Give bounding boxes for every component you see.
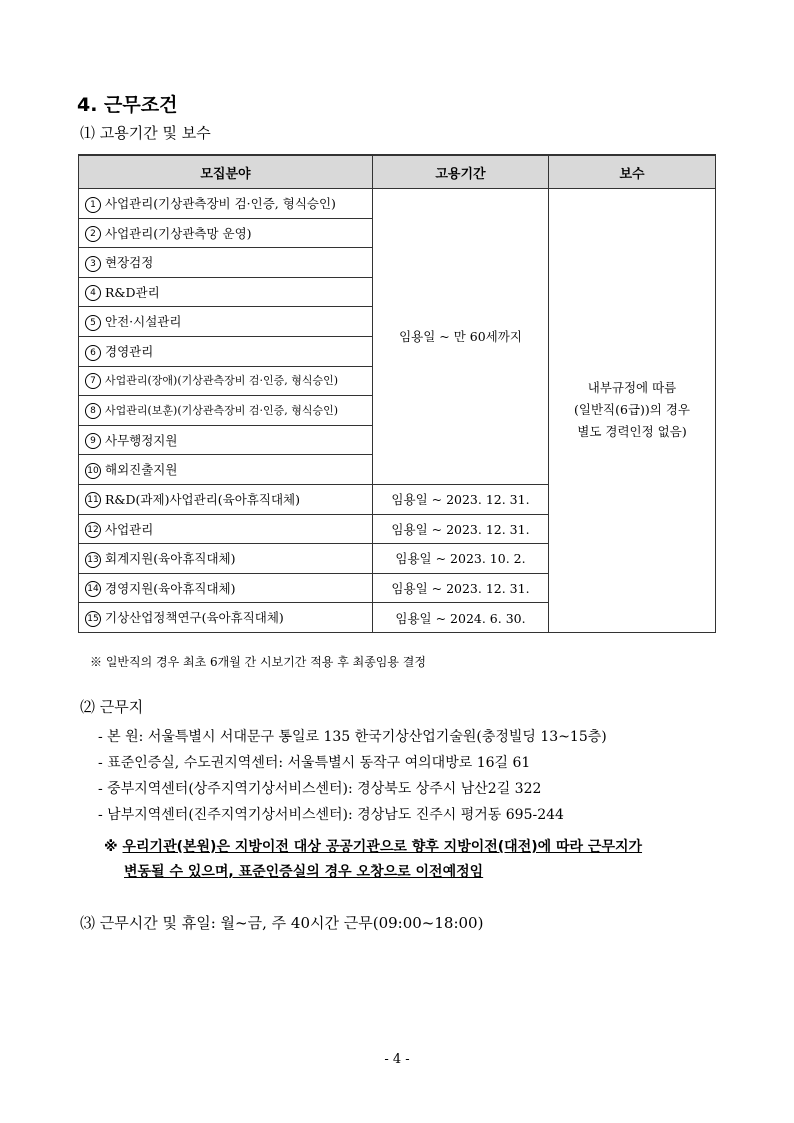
field-label: R&D관리	[105, 284, 160, 300]
period-cell: 임용일 ~ 2023. 12. 31.	[373, 514, 549, 544]
field-label: R&D(과제)사업관리(육아휴직대체)	[105, 491, 300, 507]
table-row	[79, 189, 716, 219]
field-cell	[79, 307, 373, 337]
page-number: - 4 -	[384, 1052, 410, 1067]
row-number: 4	[85, 285, 101, 301]
field-cell	[79, 248, 373, 278]
field-label: 현장검정	[105, 255, 154, 271]
probation-footnote: ※ 일반직의 경우 최초 6개월 간 시보기간 적용 후 최종임용 결정	[90, 655, 426, 669]
field-label: 사업관리(기상관측장비 검·인증, 형식승인)	[105, 196, 336, 212]
notice-line-2: 변동될 수 있으며, 표준인증실의 경우 오창으로 이전예정임	[124, 864, 484, 880]
field-label: 기상산업정책연구(육아휴직대체)	[105, 610, 284, 626]
field-label: 회계지원(육아휴직대체)	[105, 551, 236, 567]
header-pay: 보수	[549, 155, 716, 189]
row-number: 15	[85, 611, 101, 627]
row-number: 10	[85, 463, 101, 479]
row-number: 12	[85, 522, 101, 538]
location-item: - 본 원: 서울특별시 서대문구 통일로 135 한국기상산업기술원(충정빌딩 13~15층)	[98, 729, 607, 745]
field-label: 경영지원(육아휴직대체)	[105, 580, 236, 596]
field-cell	[79, 218, 373, 248]
field-cell	[79, 455, 373, 485]
location-item: - 중부지역센터(상주지역기상서비스센터): 경상북도 상주시 남산2길 322	[98, 781, 542, 797]
row-number: 14	[85, 581, 101, 597]
period-cell: 임용일 ~ 2023. 12. 31.	[373, 484, 549, 514]
field-label: 해외진출지원	[105, 462, 178, 478]
field-cell	[79, 425, 373, 455]
pay-cell	[549, 189, 716, 633]
field-cell	[79, 603, 373, 633]
pay-line: 별도 경력인정 없음)	[577, 424, 687, 440]
relocation-notice	[104, 835, 724, 885]
field-label: 안전·시설관리	[105, 314, 182, 330]
row-number: 6	[85, 345, 101, 361]
field-cell	[79, 544, 373, 574]
row-number: 9	[85, 433, 101, 449]
field-cell	[79, 514, 373, 544]
field-cell	[79, 573, 373, 603]
field-cell	[79, 396, 373, 426]
field-cell	[79, 277, 373, 307]
field-label: 경영관리	[105, 344, 154, 360]
location-item: - 표준인증실, 수도권지역센터: 서울특별시 동작구 여의대방로 16길 61	[98, 755, 531, 771]
notice-line-1: 우리기관(본원)은 지방이전 대상 공공기관으로 향후 지방이전(대전)에 따라 근무지가	[122, 839, 643, 855]
recruitment-table	[78, 154, 716, 633]
row-number: 1	[85, 197, 101, 213]
row-number: 11	[85, 492, 101, 508]
header-period: 고용기간	[373, 155, 549, 189]
field-label: 사무행정지원	[105, 432, 178, 448]
location-item: - 남부지역센터(진주지역기상서비스센터): 경상남도 진주시 평거동 695-244	[98, 807, 564, 823]
merged-period-cell: 임용일 ~ 만 60세까지	[373, 189, 549, 485]
field-label: 사업관리(기상관측망 운영)	[105, 225, 252, 241]
notice-mark: ※	[104, 839, 118, 855]
field-cell	[79, 189, 373, 219]
row-number: 3	[85, 256, 101, 272]
period-cell: 임용일 ~ 2024. 6. 30.	[373, 603, 549, 633]
field-label: 사업관리	[105, 521, 154, 537]
section-heading: 4. 근무조건	[77, 94, 178, 116]
field-label: 사업관리(보훈)(기상관측장비 검·인증, 형식승인)	[105, 403, 339, 417]
field-cell	[79, 336, 373, 366]
employment-period-heading: ⑴ 고용기간 및 보수	[80, 124, 211, 142]
pay-line: (일반직(6급))의 경우	[574, 402, 690, 418]
field-cell	[79, 484, 373, 514]
field-label: 사업관리(장애)(기상관측장비 검·인증, 형식승인)	[105, 374, 339, 388]
header-field: 모집분야	[79, 155, 373, 189]
working-hours-heading: ⑶ 근무시간 및 휴일: 월~금, 주 40시간 근무(09:00~18:00)	[80, 914, 484, 932]
period-cell: 임용일 ~ 2023. 10. 2.	[373, 544, 549, 574]
row-number: 7	[85, 373, 101, 389]
table-header-row	[79, 155, 716, 189]
row-number: 8	[85, 403, 101, 419]
row-number: 13	[85, 552, 101, 568]
field-cell	[79, 366, 373, 396]
row-number: 2	[85, 226, 101, 242]
row-number: 5	[85, 315, 101, 331]
pay-line: 내부규정에 따름	[587, 380, 677, 396]
period-cell: 임용일 ~ 2023. 12. 31.	[373, 573, 549, 603]
workplace-heading: ⑵ 근무지	[80, 698, 144, 716]
